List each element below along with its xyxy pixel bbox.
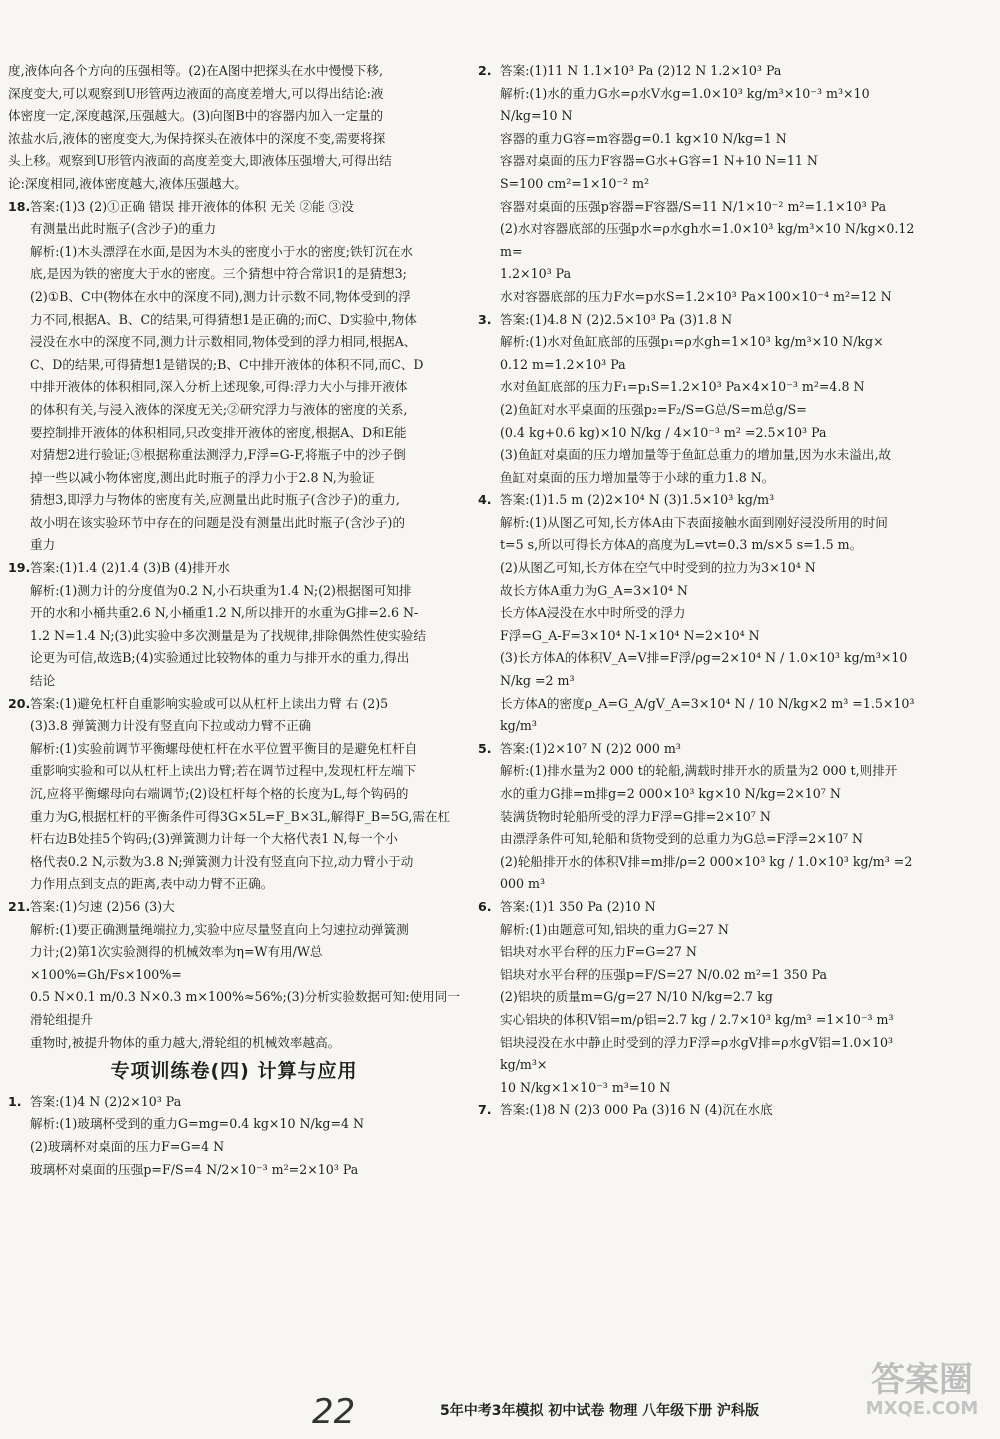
text-line: 由漂浮条件可知,轮船和货物受到的总重力为G总=F浮=2×10⁷ N [500, 831, 864, 847]
text-line: 容器的重力G容=m容器g=0.1 kg×10 N/kg=1 N [500, 130, 787, 146]
text-line: 长方体A的密度ρ_A=G_A/gV_A=3×10⁴ N / 10 N/kg×2 m³ =1.5×10³ kg/m³ [500, 695, 919, 734]
answer-text: 答案:(1)11 N 1.1×10³ Pa (2)12 N 1.2×10³ Pa [500, 63, 782, 78]
answer-text: 答案:(1)3 (2)①正确 错误 排开液体的体积 无关 ②能 ③没 [30, 198, 354, 214]
text-line: 容器对桌面的压力F容器=G水+G容=1 N+10 N=11 N [500, 153, 818, 169]
text-line: 玻璃杯对桌面的压强p=F/S=4 N/2×10⁻³ m²=2×10³ Pa [30, 1161, 359, 1177]
watermark-url: MXQE.COM [865, 1398, 979, 1419]
text-line: 重物时,被提升物体的重力越大,滑轮组的机械效率越高。 [30, 1034, 341, 1050]
text-line: (2)从图乙可知,长方体在空气中时受到的拉力为3×10⁴ N [500, 560, 816, 576]
question-answer-line [8, 693, 460, 716]
text-line: 有测量出此时瓶子(含沙子)的重力 [30, 221, 217, 237]
answer-text: 答案:(1)2×10⁷ N (2)2 000 m³ [500, 740, 681, 756]
question-answer-line [8, 1091, 460, 1114]
text-line: 的体积有关,与浸入液体的深度无关;②研究浮力与液体的密度的关系, [30, 401, 408, 417]
text-line: 猜想3,即浮力与物体的密度有关,应测量出此时瓶子(含沙子)的重力, [30, 492, 400, 508]
text-line: (2)水对容器底部的压强p水=ρ水gh水=1.0×10³ kg/m³×10 N/kg×0.12 m= [500, 221, 919, 259]
text-line: 0.5 N×0.1 m/0.3 N×0.3 m×100%≈56%;(3)分析实验数据可知:使用同一滑轮组提升 [30, 989, 460, 1027]
question-number: 18. [8, 198, 31, 214]
question-answer-line [478, 896, 930, 919]
text-line: (0.4 kg+0.6 kg)×10 N/kg / 4×10⁻³ m² =2.5×10³ Pa [500, 424, 827, 440]
text-line: 水的重力G排=m排g=2 000×10³ kg×10 N/kg=2×10⁷ N [500, 786, 841, 801]
question-number: 6. [478, 898, 492, 914]
answer-text: 答案:(1)1.4 (2)1.4 (3)B (4)排开水 [30, 560, 230, 576]
text-line: 解析:(1)从图乙可知,长方体A由下表面接触水面到刚好浸没所用的时间 [500, 514, 888, 530]
text-line: 实心铝块的体积V铝=m/ρ铝=2.7 kg / 2.7×10³ kg/m³ =1×10⁻³ m³ [500, 1011, 894, 1027]
text-line: 头上移。观察到U形管内液面的高度差变大,即液体压强增大,可得出结 [8, 153, 392, 169]
question-number: 19. [8, 560, 31, 576]
question-number: 2. [478, 63, 492, 78]
text-line: 水对鱼缸底部的压力F₁=p₁S=1.2×10³ Pa×4×10⁻³ m²=4.8 N [500, 379, 865, 395]
text-line: 要控制排开液体的体积相同,只改变排开液体的密度,根据A、D和E能 [30, 424, 407, 440]
right-column [478, 60, 930, 1122]
text-line: 解析:(1)要正确测量绳端拉力,实验中应尽量竖直向上匀速拉动弹簧测 [30, 921, 409, 937]
text-line: 解析:(1)测力计的分度值为0.2 N,小石块重为1.4 N;(2)根据图可知排 [30, 582, 412, 598]
text-line: 掉一些以减小物体密度,测出此时瓶子的浮力小于2.8 N,为验证 [30, 469, 375, 485]
text-line: 故小明在该实验环节中存在的问题是没有测量出此时瓶子(含沙子)的 [30, 514, 406, 530]
text-line: 浓盐水后,液体的密度变大,为保持探头在液体中的深度不变,需要将探 [8, 130, 386, 146]
text-line: 体密度一定,深度越深,压强越大。(3)向图B中的容器内加入一定量的 [8, 108, 384, 124]
question-answer-line [478, 1099, 930, 1122]
text-line: 解析:(1)排水量为2 000 t的轮船,满载时排开水的质量为2 000 t,则排开 [500, 763, 898, 779]
text-line: S=100 cm²=1×10⁻² m² [500, 175, 650, 191]
answer-text: 答案:(1)1.5 m (2)2×10⁴ N (3)1.5×10³ kg/m³ [500, 492, 775, 508]
text-line: 论更为可信,故选B;(4)实验通过比较物体的重力与排开水的重力,得出 [30, 650, 410, 666]
question-answer-line [478, 489, 930, 512]
text-line: 铝块对水平台秤的压强p=F/S=27 N/0.02 m²=1 350 Pa [500, 966, 828, 982]
text-line: t=5 s,所以可得长方体A的高度为L=vt=0.3 m/s×5 s=1.5 m。 [500, 537, 863, 553]
text-line: 水对容器底部的压力F水=p水S=1.2×10³ Pa×100×10⁻⁴ m²=12 N [500, 288, 892, 304]
text-line: 10 N/kg×1×10⁻³ m³=10 N [500, 1079, 671, 1095]
text-line: 故长方体A重力为G_A=3×10⁴ N [500, 582, 688, 598]
answer-text: 答案:(1)4.8 N (2)2.5×10³ Pa (3)1.8 N [500, 311, 733, 327]
text-line: C、D的结果,可得猜想1是错误的;B、C中排开液体的体积不同,而C、D [30, 356, 424, 372]
text-line: 1.2×10³ Pa [500, 266, 572, 282]
text-line: 重力 [30, 537, 56, 553]
text-line: 0.12 m=1.2×10³ Pa [500, 356, 626, 372]
answer-text: 答案:(1)1 350 Pa (2)10 N [500, 898, 656, 914]
text-line: (2)轮船排开水的体积V排=m排/ρ=2 000×10³ kg / 1.0×10³ kg/m³ =2 000 m³ [500, 853, 917, 892]
text-line: 力计;(2)第1次实验测得的机械效率为η=W有用/W总×100%=Gh/Fs×100%= [30, 944, 323, 982]
question-answer-line [478, 738, 930, 761]
page-number: 22 [312, 1392, 356, 1432]
text-line: 论:深度相同,液体密度越大,液体压强越大。 [8, 175, 247, 191]
text-line: 开的水和小桶共重2.6 N,小桶重1.2 N,所以排开的水重为G排=2.6 N- [30, 605, 419, 621]
text-line: (3)长方体A的体积V_A=V排=F浮/ρg=2×10⁴ N / 1.0×10³ kg/m³×10 N/kg =2 m³ [500, 650, 912, 689]
text-line: (3)鱼缸对桌面的压力增加量等于鱼缸总重力的增加量,因为水未溢出,故 [500, 447, 892, 463]
question-answer-line [8, 557, 460, 580]
footer-book-title: 5年中考3年模拟 初中试卷 物理 八年级下册 沪科版 [440, 1403, 759, 1419]
text-line: 铝块浸没在水中静止时受到的浮力F浮=ρ水gV排=ρ水gV铝=1.0×10³ kg/m³× [500, 1034, 898, 1073]
text-line: 1.2 N=1.4 N;(3)此实验中多次测量是为了找规律,排除偶然性使实验结 [30, 627, 426, 643]
text-line: 容器对桌面的压强p容器=F容器/S=11 N/1×10⁻² m²=1.1×10³ Pa [500, 198, 887, 214]
question-answer-line [478, 60, 930, 83]
text-line: 度,液体向各个方向的压强相等。(2)在A图中把探头在水中慢慢下移, [8, 63, 383, 78]
text-line: (3)3.8 弹簧测力计没有竖直向下拉或动力臂不正确 [30, 718, 312, 734]
question-answer-line [478, 309, 930, 332]
text-line: 深度变大,可以观察到U形管两边液面的高度差增大,可以得出结论:液 [8, 85, 384, 101]
question-number: 1. [8, 1093, 22, 1109]
text-line: 中排开液体的体积相同,深入分析上述现象,可得:浮力大小与排开液体 [30, 379, 408, 395]
answer-text: 答案:(1)避免杠杆自重影响实验或可以从杠杆上读出力臂 右 (2)5 [30, 695, 389, 711]
question-number: 4. [478, 492, 492, 508]
text-line: 铝块对水平台秤的压力F=G=27 N [500, 944, 697, 960]
text-line: 解析:(1)水的重力G水=ρ水V水g=1.0×10³ kg/m³×10⁻³ m³×10 N/kg=10 N [500, 85, 874, 124]
text-line: 对猜想2进行验证;③根据称重法测浮力,F浮=G-F,将瓶子中的沙子倒 [30, 447, 406, 463]
text-line: 底,是因为铁的密度大于水的密度。三个猜想中符合常识1的是猜想3; [30, 266, 407, 282]
question-number: 5. [478, 740, 492, 756]
text-line: 沉,应将平衡螺母向右端调节;(2)设杠杆每个格的长度为L,每个钩码的 [30, 786, 409, 801]
question-answer-line [8, 896, 460, 919]
watermark-text: 答案圈 [871, 1360, 973, 1400]
text-line: 解析:(1)水对鱼缸底部的压强p₁=ρ水gh=1×10³ kg/m³×10 N/kg× [500, 334, 884, 350]
question-number: 3. [478, 311, 492, 327]
text-line: 鱼缸对桌面的压力增加量等于小球的重力1.8 N。 [500, 469, 775, 485]
text-line: 重影响实验和可以从杠杆上读出力臂;若在调节过程中,发现杠杆左端下 [30, 763, 417, 779]
watermark-logo [852, 1352, 992, 1430]
text-line: (2)鱼缸对水平桌面的压强p₂=F₂/S=G总/S=m总g/S= [500, 401, 807, 417]
text-line: 杆右边B处挂5个钩码;(3)弹簧测力计每一个大格代表1 N,每一个小 [30, 831, 398, 847]
text-line: 解析:(1)实验前调节平衡螺母使杠杆在水平位置平衡目的是避免杠杆自 [30, 740, 418, 756]
text-line: 装满货物时轮船所受的浮力F浮=G排=2×10⁷ N [500, 808, 771, 824]
text-line: 解析:(1)玻璃杯受到的重力G=mg=0.4 kg×10 N/kg=4 N [30, 1116, 365, 1132]
text-line: 力不同,根据A、B、C的结果,可得猜想1是正确的;而C、D实验中,物体 [30, 311, 417, 327]
text-line: 解析:(1)由题意可知,铝块的重力G=27 N [500, 921, 729, 937]
text-line: 结论 [30, 673, 56, 689]
question-number: 21. [8, 898, 31, 914]
question-answer-line [8, 196, 460, 219]
answer-text: 答案:(1)8 N (2)3 000 Pa (3)16 N (4)沉在水底 [500, 1102, 773, 1118]
question-number: 20. [8, 695, 31, 711]
text-line: 重力为G,根据杠杆的平衡条件可得3G×5L=F_B×3L,解得F_B=5G,需在杠 [30, 808, 451, 824]
text-line: 解析:(1)木头漂浮在水面,是因为木头的密度小于水的密度;铁钉沉在水 [30, 243, 413, 259]
answer-text: 答案:(1)4 N (2)2×10³ Pa [30, 1093, 182, 1109]
section-title: 专项训练卷(四) 计算与应用 [110, 1060, 358, 1083]
text-line: 浸没在水中的深度不同,测力计示数相同,物体受到的浮力相同,根据A、 [30, 334, 417, 350]
question-number: 7. [478, 1102, 492, 1118]
text-line: F浮=G_A-F=3×10⁴ N-1×10⁴ N=2×10⁴ N [500, 627, 760, 643]
text-line: (2)铝块的质量m=G/g=27 N/10 N/kg=2.7 kg [500, 989, 773, 1005]
text-line: (2)①B、C中(物体在水中的深度不同),测力计示数不同,物体受到的浮 [30, 288, 411, 304]
text-line: 力作用点到支点的距离,表中动力臂不正确。 [30, 876, 274, 892]
left-column [8, 60, 460, 1181]
text-line: 长方体A浸没在水中时所受的浮力 [500, 605, 686, 621]
answer-text: 答案:(1)匀速 (2)56 (3)大 [30, 898, 175, 914]
text-line: (2)玻璃杯对桌面的压力F=G=4 N [30, 1138, 225, 1154]
text-line: 格代表0.2 N,示数为3.8 N;弹簧测力计没有竖直向下拉,动力臂小于动 [30, 853, 414, 869]
